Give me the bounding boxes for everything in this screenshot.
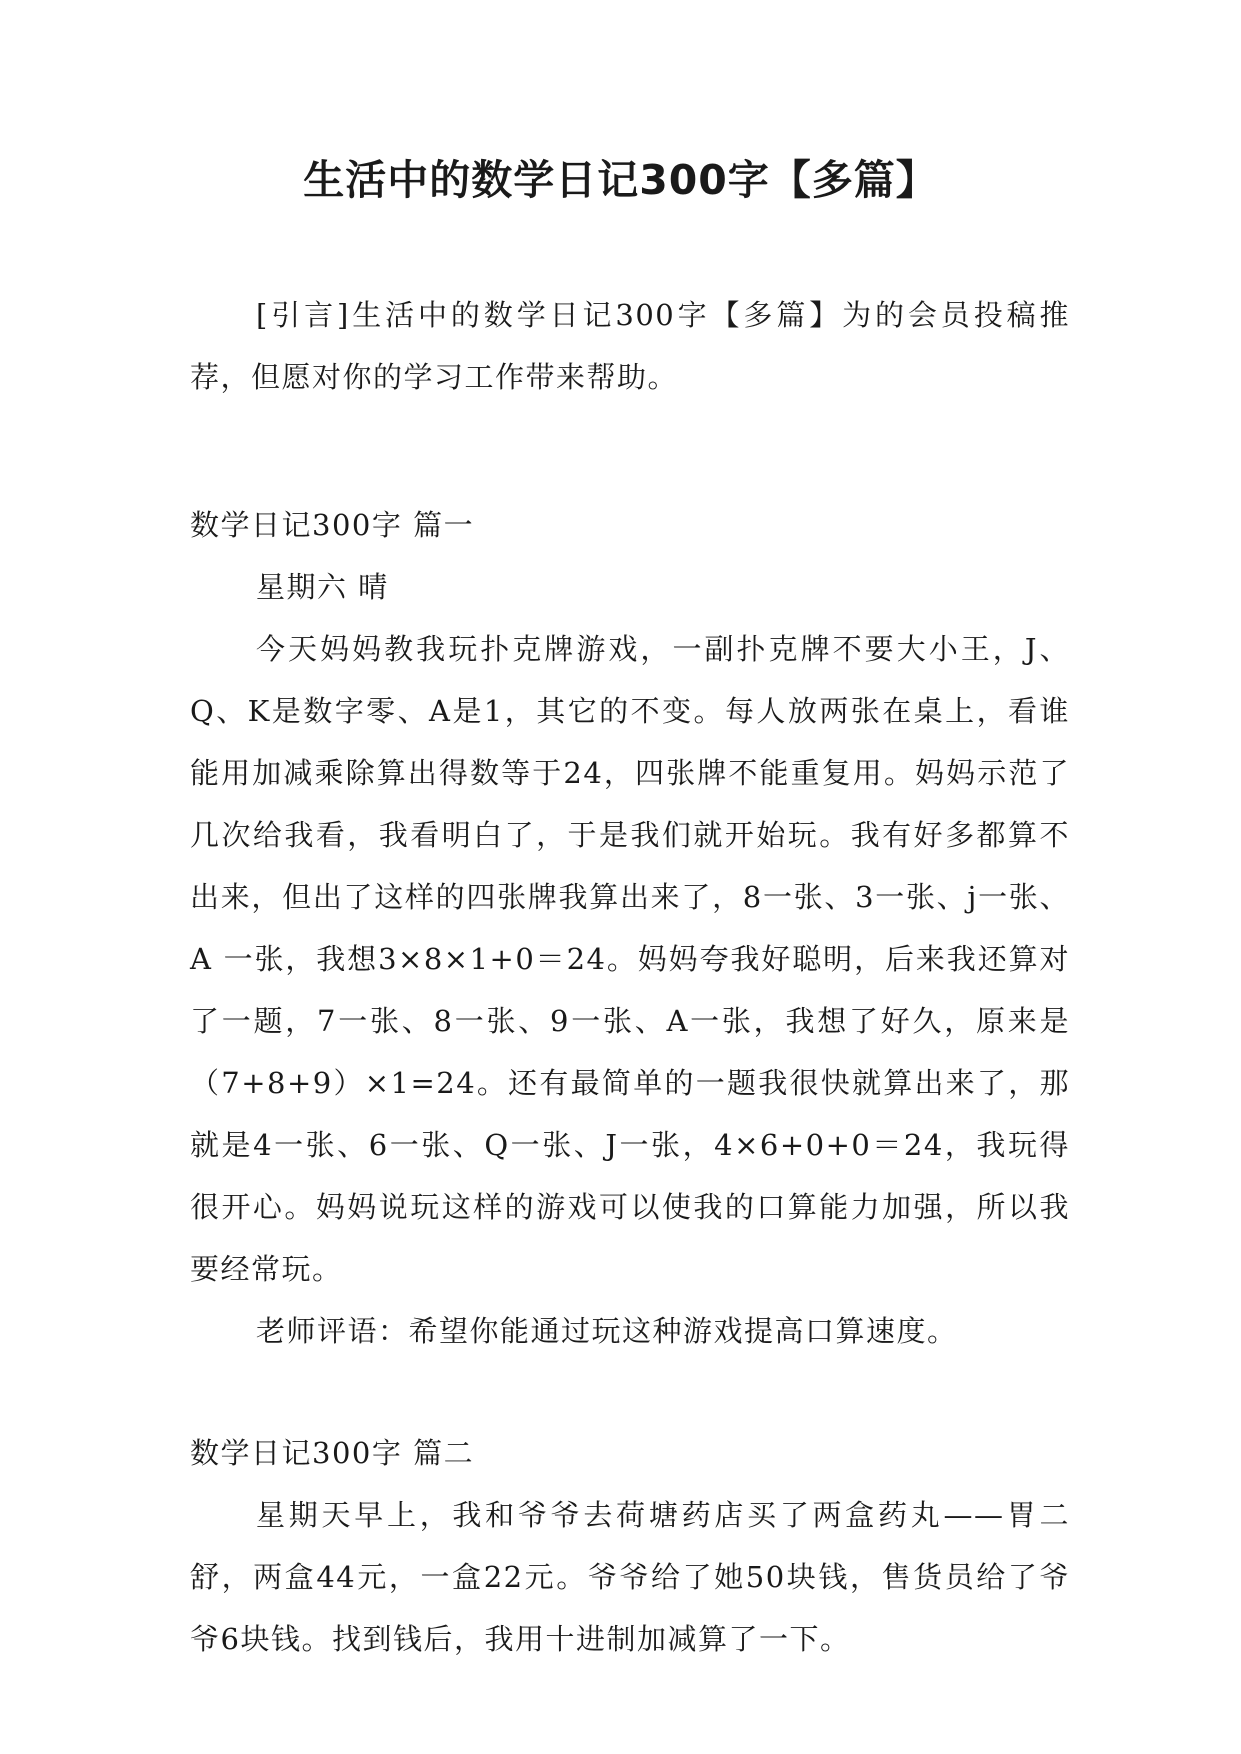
section-heading-1: 数学日记300字 篇一 [190, 508, 475, 542]
spacer [190, 1362, 1070, 1422]
section-1-paragraph-teacher-comment: 老师评语：希望你能通过玩这种游戏提高口算速度。 [256, 1314, 958, 1348]
section-1-paragraph-weather: 星期六 晴 [256, 570, 389, 604]
section-1-paragraph-story: 今天妈妈教我玩扑克牌游戏，一副扑克牌不要大小王，J、Q、K是数字零、A是1，其它的不变。每人放两张在桌上，看谁能用加减乘除算出得数等于24，四张牌不能重复用。妈妈示范了几次给我看，我看明白了，于是我们就开始玩。我有好多都算不出来，但出了这样的四张牌我算出来了，8一张、3一张、j一张、A 一张，我想3×8×1+0＝24。妈妈夸我好聪明，后来我还算对了一题，7一张、8一张、9一张、A一张，我想了好久，原来是（7+8+9）×1=24。还有最简单的一题我很快就算出来了，那就是4一张、6一张、Q一张、J一张，4×6+0+0＝24，我玩得很开心。妈妈说玩这样的游戏可以使我的口算能力加强，所以我要经常玩。 [190, 632, 1070, 1286]
document-body [190, 284, 1070, 1670]
section-2-paragraph-story: 星期天早上，我和爷爷去荷塘药店买了两盒药丸——胃二舒，两盒44元，一盒22元。爷爷给了她50块钱，售货员给了爷爷6块钱。找到钱后，我用十进制加减算了一下。 [190, 1498, 1070, 1656]
section-heading-2: 数学日记300字 篇二 [190, 1436, 475, 1470]
document-title: 生活中的数学日记300字【多篇】 [303, 156, 938, 204]
intro-paragraph: [引言]生活中的数学日记300字【多篇】为的会员投稿推荐，但愿对你的学习工作带来帮助。 [190, 298, 1070, 394]
spacer [190, 408, 1070, 494]
